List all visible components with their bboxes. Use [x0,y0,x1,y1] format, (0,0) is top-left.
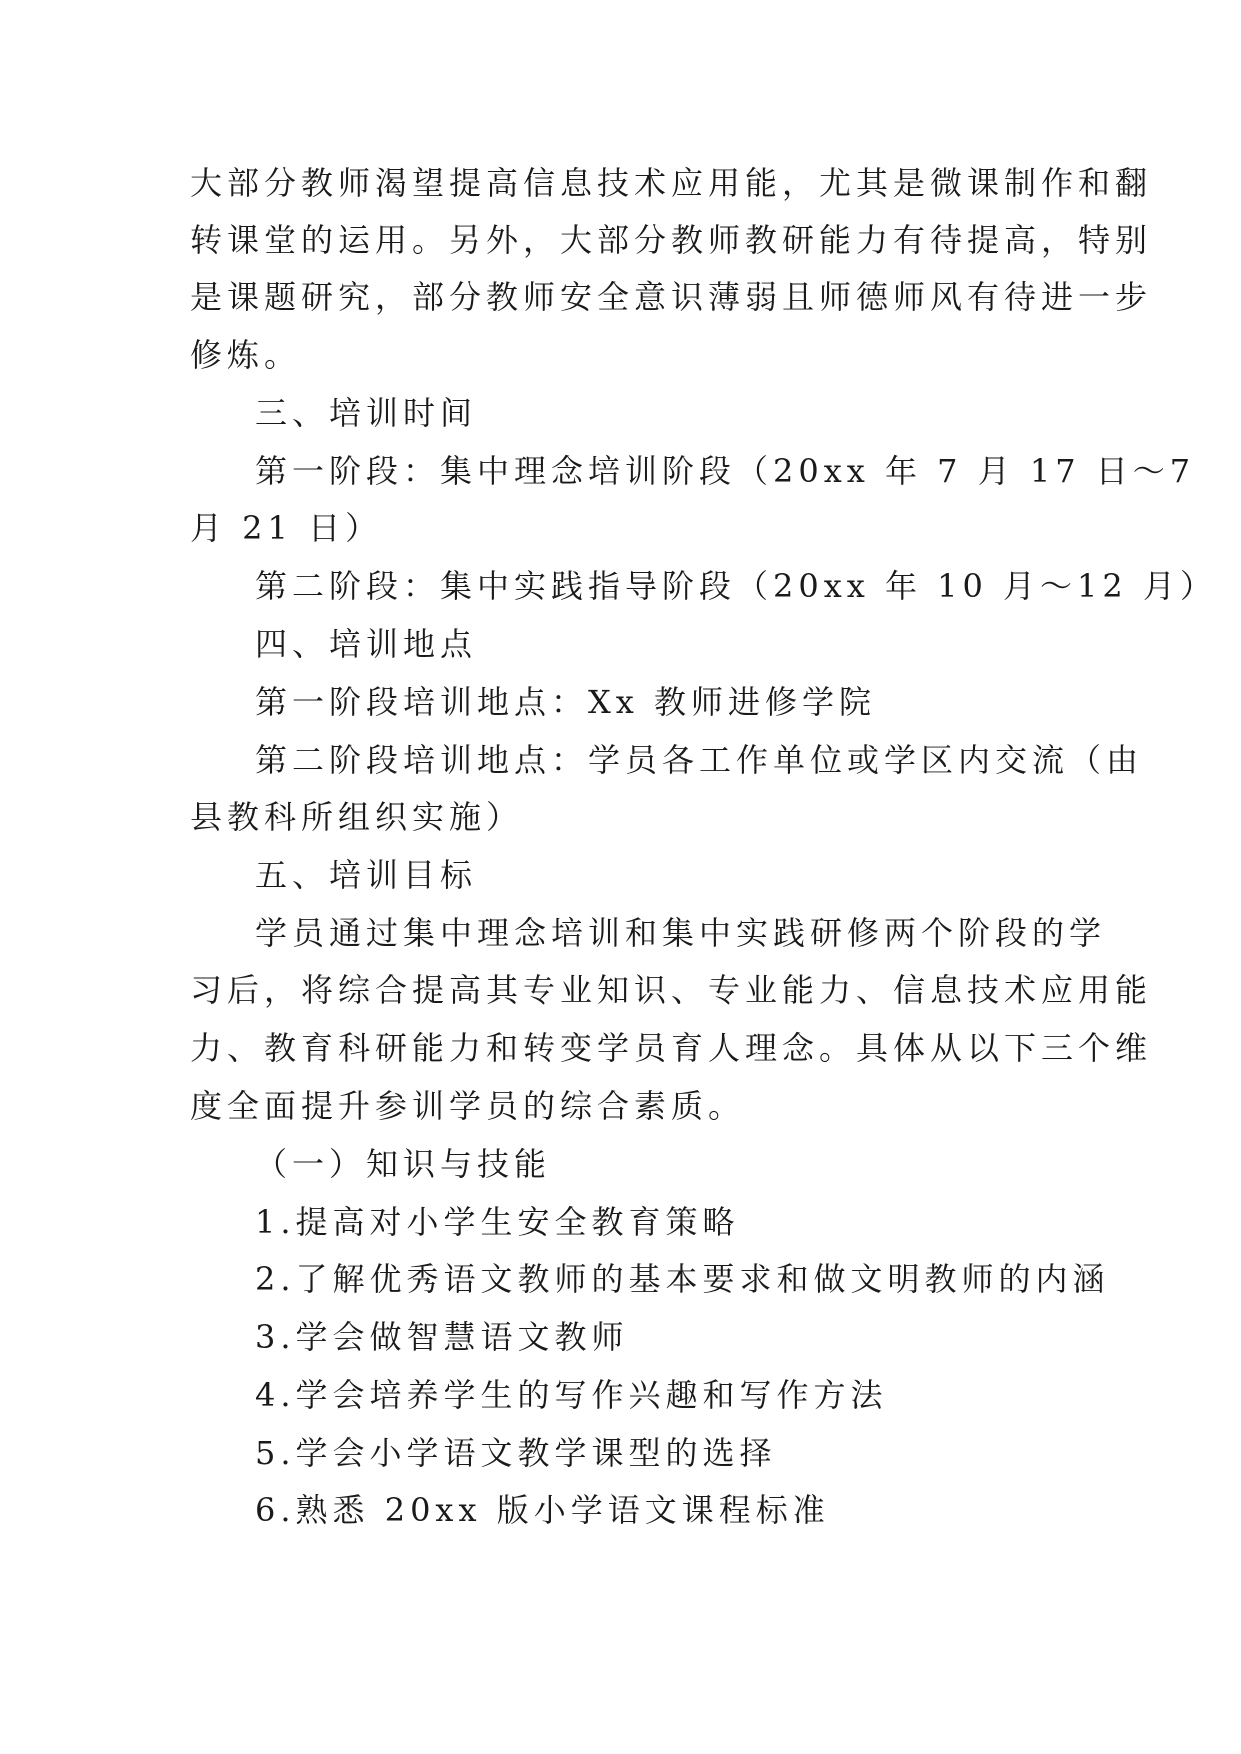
body-text-line: 习后，将综合提高其专业知识、专业能力、信息技术应用能 [190,971,1153,1009]
body-text-line: 第二阶段培训地点：学员各工作单位或学区内交流（由 [255,741,1144,779]
body-text-line: 度全面提升参训学员的综合素质。 [190,1087,746,1125]
body-text-line: 大部分教师渴望提高信息技术应用能，尤其是微课制作和翻 [190,164,1153,202]
body-text-line: 第二阶段：集中实践指导阶段（20xx 年 10 月～12 月） [255,567,1217,605]
section-heading: 五、培训目标 [255,856,478,894]
body-text-line: 修炼。 [190,336,302,374]
list-item: 2.了解优秀语文教师的基本要求和做文明教师的内涵 [255,1260,1110,1298]
list-item: 1.提高对小学生安全教育策略 [255,1203,740,1241]
body-text-line: 力、教育科研能力和转变学员育人理念。具体从以下三个维 [190,1029,1153,1067]
list-item: 5.学会小学语文教学课型的选择 [255,1434,777,1472]
body-text-line: 县教科所组织实施） [190,798,524,836]
section-heading: 四、培训地点 [255,625,478,663]
list-item: 4.学会培养学生的写作兴趣和写作方法 [255,1376,888,1414]
subsection-heading: （一）知识与技能 [255,1145,552,1183]
body-text-line: 是课题研究，部分教师安全意识薄弱且师德师风有待进一步 [190,278,1153,316]
body-text-line: 第一阶段：集中理念培训阶段（20xx 年 7 月 17 日～7 [255,452,1196,490]
section-heading: 三、培训时间 [255,394,478,432]
list-item: 6.熟悉 20xx 版小学语文课程标准 [255,1491,830,1529]
body-text-line: 转课堂的运用。另外，大部分教师教研能力有待提高，特别 [190,221,1153,259]
body-text-line: 第一阶段培训地点：Xx 教师进修学院 [255,683,877,721]
body-text-line: 月 21 日） [190,509,383,547]
body-text-line: 学员通过集中理念培训和集中实践研修两个阶段的学 [255,914,1107,952]
list-item: 3.学会做智慧语文教师 [255,1318,629,1356]
